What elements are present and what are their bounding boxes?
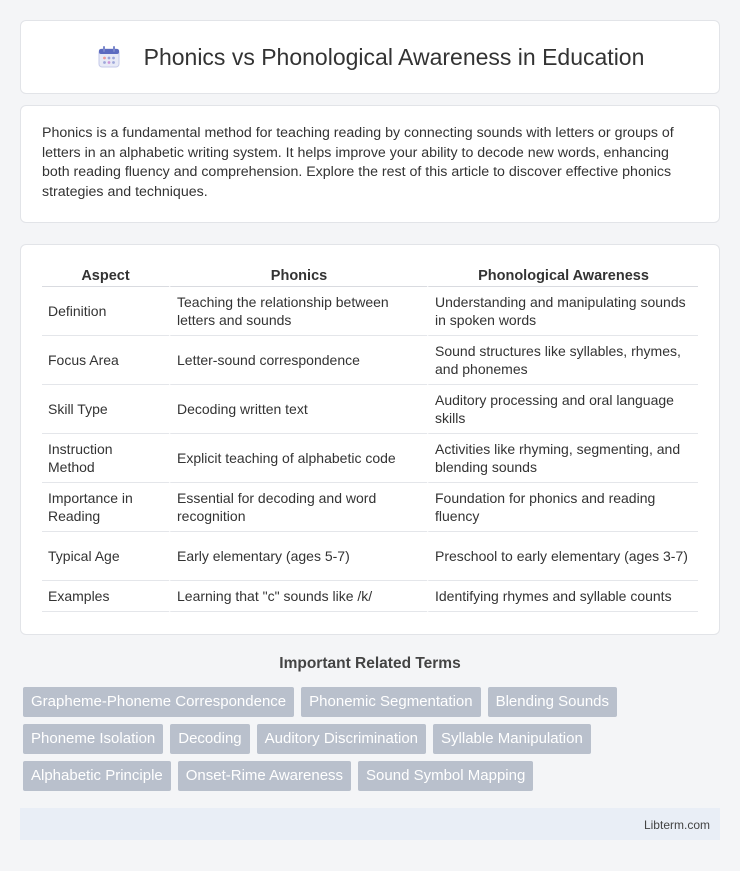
related-term-tag[interactable]: Blending Sounds [488,687,617,717]
related-term-tag[interactable]: Alphabetic Principle [23,761,171,791]
related-term-tag[interactable]: Phoneme Isolation [23,724,163,754]
header-aspect: Aspect [42,263,169,287]
table-row [42,581,698,612]
table-cell: Sound structures like syllables, rhymes, and phonemes [427,336,698,385]
table-row [42,336,698,385]
table-cell: Activities like rhyming, segmenting, and blending sounds [427,434,698,483]
related-term-tag[interactable]: Grapheme-Phoneme Correspondence [23,687,294,717]
table-row [42,483,698,532]
intro-card [20,105,720,223]
footer [20,808,720,840]
related-terms-list [20,687,720,791]
table-cell: Essential for decoding and word recognition [169,483,427,532]
table-cell: Understanding and manipulating sounds in spoken words [427,287,698,336]
comparison-table [42,263,698,612]
page-title: Phonics vs Phonological Awareness in Education [143,43,645,70]
related-term-tag[interactable]: Auditory Discrimination [257,724,426,754]
table-cell: Early elementary (ages 5-7) [169,532,427,581]
table-cell: Definition [42,287,169,336]
table-cell: Explicit teaching of alphabetic code [169,434,427,483]
calendar-icon [96,44,122,70]
table-cell: Preschool to early elementary (ages 3-7) [427,532,698,581]
related-term-tag[interactable]: Decoding [170,724,249,754]
table-row [42,434,698,483]
comparison-table-card [20,244,720,635]
table-cell: Typical Age [42,532,169,581]
table-row [42,532,698,581]
table-header-row [42,263,698,287]
table-row [42,287,698,336]
table-cell: Importance in Reading [42,483,169,532]
related-term-tag[interactable]: Sound Symbol Mapping [358,761,533,791]
header-phonological-awareness: Phonological Awareness [427,263,698,287]
table-cell: Focus Area [42,336,169,385]
table-cell: Auditory processing and oral language skills [427,385,698,434]
related-term-tag[interactable]: Syllable Manipulation [433,724,591,754]
table-cell: Identifying rhymes and syllable counts [427,581,698,612]
table-cell: Letter-sound correspondence [169,336,427,385]
header-phonics: Phonics [169,263,427,287]
table-cell: Teaching the relationship between letters and sounds [169,287,427,336]
related-term-tag[interactable]: Onset-Rime Awareness [178,761,351,791]
table-cell: Examples [42,581,169,612]
table-cell: Foundation for phonics and reading fluency [427,483,698,532]
footer-site-link[interactable]: Libterm.com [643,818,710,832]
table-cell: Learning that "c" sounds like /k/ [169,581,427,612]
table-cell: Skill Type [42,385,169,434]
related-term-tag[interactable]: Phonemic Segmentation [301,687,480,717]
title-card [20,20,720,94]
table-cell: Instruction Method [42,434,169,483]
related-terms-heading: Important Related Terms [279,655,461,673]
intro-text: Phonics is a fundamental method for teaching reading by connecting sounds with letters or groups of letters in an alphabetic writing system. It helps improve your ability to decode new words, enhancing both reading fluency and comprehension. Explore the rest of this article to discover effective phonics strategies and techniques. [42,125,674,200]
table-cell: Decoding written text [169,385,427,434]
table-row [42,385,698,434]
